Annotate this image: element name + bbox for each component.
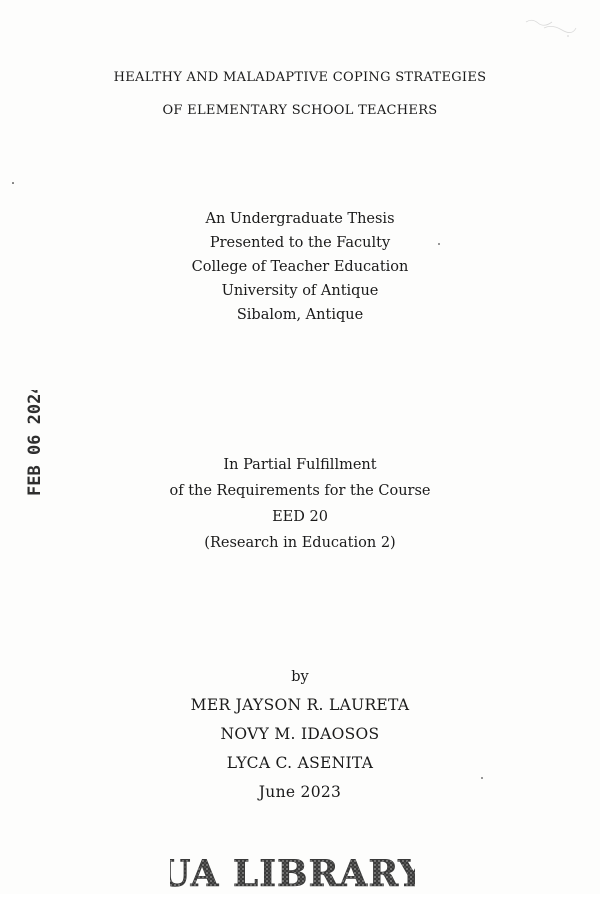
author-2: NOVY M. IDAOSOS bbox=[220, 725, 380, 743]
presented-to: Presented to the Faculty bbox=[209, 235, 391, 251]
library-stamp bbox=[170, 852, 415, 894]
corner-smudge bbox=[522, 14, 578, 40]
fulfillment-line-1: In Partial Fulfillment bbox=[223, 457, 377, 473]
thesis-title-line-2: OF ELEMENTARY SCHOOL TEACHERS bbox=[162, 103, 438, 118]
college-name: College of Teacher Education bbox=[191, 259, 409, 275]
author-3: LYCA C. ASENITA bbox=[226, 754, 374, 772]
university-name: University of Antique bbox=[221, 283, 379, 299]
scan-speck bbox=[12, 182, 14, 184]
by-label: by bbox=[291, 669, 309, 685]
thesis-type: An Undergraduate Thesis bbox=[205, 211, 395, 227]
received-date-stamp-text: FEB 06 2024 bbox=[25, 390, 45, 496]
submission-date: June 2023 bbox=[258, 783, 342, 801]
scan-speck bbox=[438, 243, 440, 245]
author-1: MER JAYSON R. LAURETA bbox=[190, 696, 410, 714]
university-location: Sibalom, Antique bbox=[236, 307, 364, 323]
thesis-title-line-1: HEALTHY AND MALADAPTIVE COPING STRATEGIES bbox=[113, 70, 487, 85]
library-stamp-text: UA LIBRARY bbox=[170, 853, 415, 894]
fulfillment-line-2: of the Requirements for the Course bbox=[169, 483, 431, 499]
course-code: EED 20 bbox=[272, 509, 328, 525]
scan-speck bbox=[481, 777, 483, 779]
course-name: (Research in Education 2) bbox=[204, 535, 396, 551]
received-date-stamp bbox=[22, 390, 46, 500]
